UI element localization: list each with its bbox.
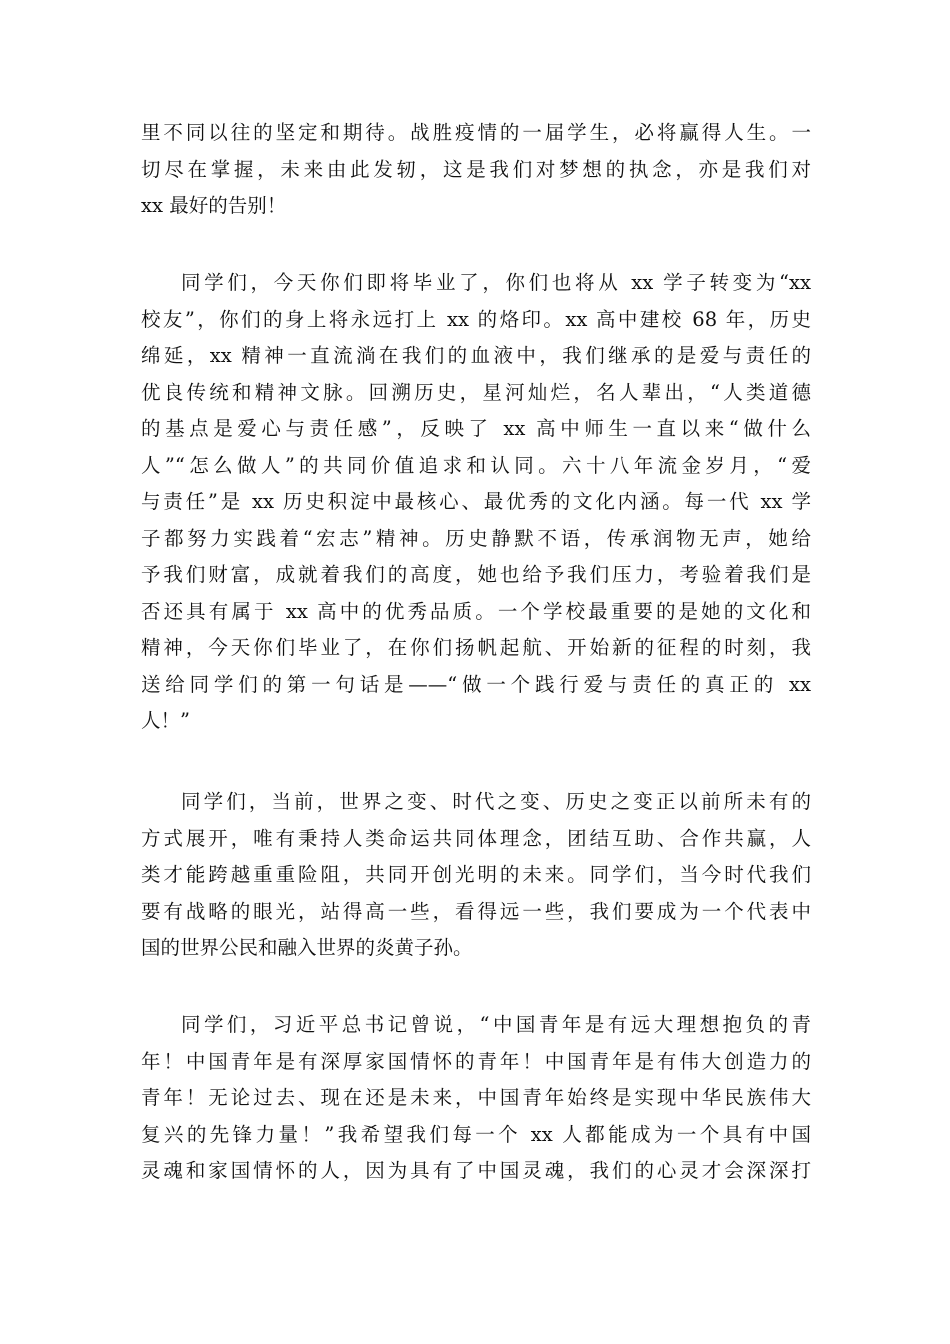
paragraph-2 — [141, 265, 811, 740]
paragraph-line: 送给同学们的第一句话是——“做一个践行爱与责任的真正的 xx — [141, 672, 811, 696]
paragraph-line: 要有战略的眼光，站得高一些，看得远一些，我们要成为一个代表中 — [141, 899, 811, 923]
paragraph-line: 里不同以往的坚定和期待。战胜疫情的一届学生，必将赢得人生。一 — [141, 121, 811, 144]
paragraph-line: 同学们，当前，世界之变、时代之变、历史之变正以前所未有的 — [181, 790, 811, 813]
paragraph-line: 人”“怎么做人”的共同价值追求和认同。六十八年流金岁月，“爱 — [141, 453, 811, 477]
paragraph-line: xx 最好的告别！ — [141, 194, 287, 217]
paragraph-line: 同学们，今天你们即将毕业了，你们也将从 xx 学子转变为“xx — [181, 271, 811, 294]
paragraph-line: 复兴的先锋力量！”我希望我们每一个 xx 人都能成为一个具有中国 — [141, 1122, 811, 1146]
paragraph-line: 人！” — [141, 709, 190, 732]
paragraph-4 — [141, 1007, 811, 1190]
paragraph-line: 的基点是爱心与责任感”，反映了 xx 高中师生一直以来“做什么 — [141, 417, 811, 440]
paragraph-line: 优良传统和精神文脉。回溯历史，星河灿烂，名人辈出，“人类道德 — [141, 380, 811, 404]
paragraph-line: 同学们，习近平总书记曾说，“中国青年是有远大理想抱负的青 — [181, 1013, 811, 1036]
paragraph-line: 灵魂和家国情怀的人，因为具有了中国灵魂，我们的心灵才会深深打 — [141, 1159, 811, 1182]
paragraph-line: 青年！无论过去、现在还是未来，中国青年始终是实现中华民族伟大 — [141, 1086, 811, 1109]
paragraph-line: 与责任”是 xx 历史积淀中最核心、最优秀的文化内涵。每一代 xx 学 — [141, 490, 811, 513]
paragraph-line: 年！中国青年是有深厚家国情怀的青年！中国青年是有伟大创造力的 — [141, 1049, 811, 1073]
paragraph-1 — [141, 115, 811, 225]
paragraph-line: 予我们财富，成就着我们的高度，她也给予我们压力，考验着我们是 — [141, 563, 811, 586]
paragraph-line: 切尽在掌握，未来由此发轫，这是我们对梦想的执念，亦是我们对 — [141, 157, 811, 181]
paragraph-3 — [141, 784, 811, 967]
paragraph-line: 类才能跨越重重险阻，共同开创光明的未来。同学们，当今时代我们 — [141, 863, 811, 886]
paragraph-line: 否还具有属于 xx 高中的优秀品质。一个学校最重要的是她的文化和 — [141, 599, 811, 623]
paragraph-line: 校友”，你们的身上将永远打上 xx 的烙印。xx 高中建校 68 年，历史 — [141, 307, 811, 331]
paragraph-line: 方式展开，唯有秉持人类命运共同体理念，团结互助、合作共赢，人 — [141, 826, 811, 850]
paragraph-line: 绵延，xx 精神一直流淌在我们的血液中，我们继承的是爱与责任的 — [141, 344, 811, 367]
paragraph-line: 国的世界公民和融入世界的炎黄子孙。 — [141, 936, 473, 959]
paragraph-line: 精神，今天你们毕业了，在你们扬帆起航、开始新的征程的时刻，我 — [141, 636, 811, 659]
paragraph-line: 子都努力实践着“宏志”精神。历史静默不语，传承润物无声，她给 — [141, 526, 811, 550]
